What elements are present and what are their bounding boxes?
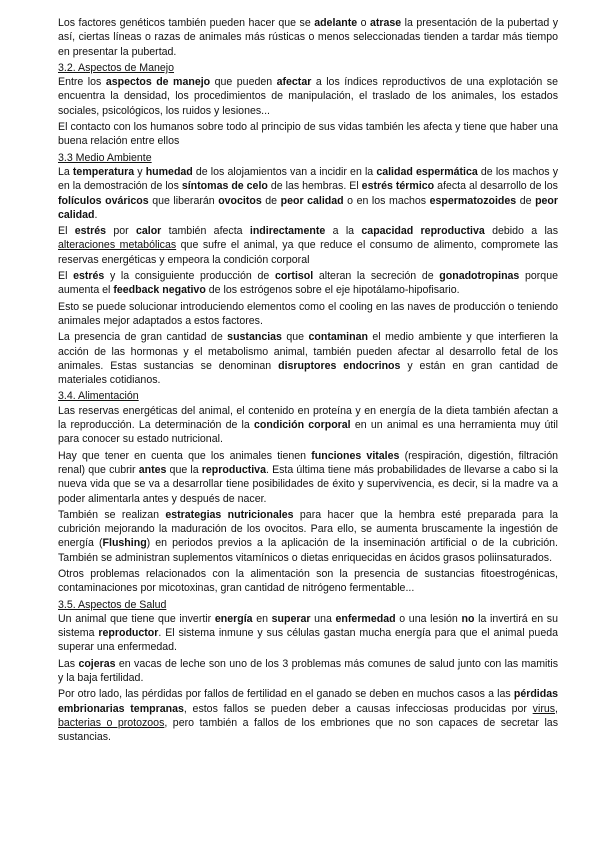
text-run: y están en gran cantidad de materiales cotidianos. [58, 359, 558, 387]
bold-term: enfermedad [335, 612, 396, 625]
text-run: de los estrógenos sobre el eje hipotálamo-hipofisario. [205, 284, 460, 297]
text-run: La [58, 165, 73, 178]
text-run: la presentación de la pubertad y así, ciertas líneas o razas de animales más rústicas o menos seleccionadas tienden a tardar más tiempo en presentar la pubertad. [58, 17, 559, 58]
text-run: Hay que tener en cuenta que los animales tienen [58, 449, 312, 462]
text-run: de [516, 194, 536, 207]
text-run: o en los machos [343, 194, 430, 207]
text-run: de [261, 194, 281, 207]
ambiente-paragraph-4: Esto se puede solucionar introduciendo elementos como el cooling en las naves de producción o teniendo animales mejor adaptados a estos factores. [58, 300, 558, 327]
text-run: o [357, 17, 370, 29]
text-run: Entre los [58, 76, 106, 89]
manejo-paragraph-2: El contacto con los humanos sobre todo al principio de sus vidas también les afecta y tiene que haber una buena relación entre ellos [58, 121, 558, 148]
text-run: Por otro lado, las pérdidas por fallos de fertilidad en el ganado se deben en muchos casos a las [58, 688, 514, 701]
text-run: que la [166, 463, 202, 476]
text-run: en [252, 612, 272, 625]
text-run: en un animal es una herramienta muy útil para conocer su estado nutricional. [58, 419, 558, 446]
text-run: Las reservas energéticas del animal, el contenido en proteína y en energía de la dieta también afectan a la reproducción. La determinación de la [58, 404, 558, 432]
text-run: alteran la secreción de [313, 270, 440, 283]
bold-term: cojeras [78, 657, 116, 670]
ambiente-paragraph-5 [58, 330, 558, 387]
underlined-term: virus, bacterias o protozoos [58, 702, 558, 729]
bold-term: peor calidad [58, 194, 559, 221]
section-heading-salud: 3.5. Aspectos de Salud [58, 598, 167, 611]
bold-term: no [461, 612, 475, 625]
text-run: . El sistema inmune y sus células gastan mucha energía para que el animal pueda superar una enfermedad. [58, 627, 558, 654]
text-run: de los alojamientos van a incidir en la [192, 165, 377, 178]
bold-term: calor [135, 225, 162, 238]
text-run: debido a las [484, 225, 558, 238]
text-run: en vacas de leche son uno de los 3 problemas más comunes de salud junto con las mamitis y la baja fertilidad. [58, 657, 559, 685]
text-run: una [310, 612, 336, 625]
text-run: También se realizan [58, 508, 166, 521]
alimentacion-paragraph-1 [58, 404, 558, 447]
text-run: también afecta [161, 225, 250, 238]
ambiente-paragraph-1 [58, 165, 558, 222]
underlined-term: alteraciones metabólicas [58, 239, 177, 252]
text-run: Un animal que tiene que invertir [58, 612, 215, 625]
text-run: que [281, 331, 309, 344]
bold-term: temperatura [72, 165, 135, 178]
bold-term: cortisol [274, 270, 314, 283]
bold-term: Flushing [102, 537, 147, 550]
ambiente-paragraph-3 [58, 269, 558, 298]
bold-term: estrategias nutricionales [165, 508, 294, 521]
text-run: la invertirá en su sistema [58, 612, 559, 640]
bold-term: atrase [369, 17, 402, 29]
section-heading-manejo: 3.2. Aspectos de Manejo [58, 61, 175, 74]
ambiente-paragraph-2 [58, 224, 558, 267]
bold-term: peor calidad [280, 194, 344, 207]
section-heading-ambiente: 3.3 Medio Ambiente [58, 151, 152, 164]
text-run: y la consiguiente producción de [104, 270, 275, 283]
text-run: . [94, 208, 98, 221]
text-run: que sufre el animal, ya que reduce el consumo de alimento, compromete las reservas energéticas y empeora la condición corporal [58, 239, 558, 266]
bold-term: reproductiva [201, 463, 266, 476]
bold-term: ovocitos [218, 194, 262, 207]
text-run: porque aumenta el [58, 270, 558, 297]
salud-paragraph-2 [58, 657, 558, 686]
text-run: (respiración, digestión, filtración renal) que cubrir [58, 449, 559, 476]
bold-term: funciones vitales [311, 449, 400, 462]
bold-term: afectar [276, 76, 312, 89]
bold-term: gonadotropinas [439, 270, 520, 283]
bold-term: pérdidas embrionarias tempranas [58, 688, 558, 715]
section-heading-alimentacion: 3.4. Alimentación [58, 390, 139, 403]
text-run: y [134, 165, 146, 178]
text-run: ) en periodos previos a la aplicación de la inseminación artificial o de la cubrición. También se administran suplementos vitamínicos o dietas enriquecidas en ácidos grasos poliinsaturados. [58, 537, 558, 564]
bold-term: aspectos de manejo [105, 76, 211, 89]
salud-paragraph-1 [58, 612, 558, 655]
bold-term: espermatozoides [429, 194, 517, 207]
bold-term: feedback negativo [113, 284, 206, 297]
text-run: , estos fallos se pueden deber a causas infecciosas producidas por [183, 702, 533, 715]
manejo-paragraph-1 [58, 75, 558, 118]
alimentacion-paragraph-3 [58, 508, 558, 565]
text-run: El [58, 225, 75, 238]
text-run: que pueden [210, 76, 277, 89]
alimentacion-paragraph-2 [58, 449, 558, 506]
bold-term: síntomas de celo [181, 180, 268, 193]
bold-term: adelante [314, 17, 358, 29]
salud-paragraph-3 [58, 687, 558, 744]
text-run: de las hembras. El [267, 180, 362, 193]
bold-term: indirectamente [249, 225, 326, 238]
bold-term: antes [138, 463, 167, 476]
bold-term: condición corporal [254, 419, 351, 432]
text-run: que liberarán [148, 194, 219, 207]
bold-term: humedad [145, 165, 193, 178]
text-run: Las [58, 657, 79, 670]
bold-term: calidad espermática [376, 165, 478, 178]
text-run: o una lesión [395, 612, 462, 625]
text-run: a la [325, 225, 362, 238]
text-run: El [58, 270, 74, 283]
text-run: La presencia de gran cantidad de [58, 331, 228, 344]
intro-paragraph [58, 16, 558, 59]
bold-term: sustancias [227, 331, 282, 344]
bold-term: energía [214, 612, 253, 625]
text-run: a los índices reproductivos de una explotación se encuentra la densidad, los procedimientos de manipulación, el traslado de los animales, los estados sociales, psicológicos, los ruidos y lesiones... [58, 76, 558, 117]
bold-term: estrés [73, 270, 105, 283]
text-run: de los machos y en la demostración de los [58, 165, 558, 193]
text-run: para hacer que la hembra esté preparada para la cubrición mejorando la maduración de los ovocitos. Para ello, se aumenta bruscamente la ingestión de energía ( [58, 508, 558, 550]
bold-term: reproductor [98, 627, 159, 640]
text-run: , pero también a fallos de los embriones que no son capaces de secretar las sustancias. [58, 716, 558, 744]
text-run: Los factores genéticos también pueden hacer que se [58, 17, 315, 29]
bold-term: contaminan [308, 331, 368, 344]
bold-term: capacidad reproductiva [361, 225, 485, 238]
bold-term: folículos ováricos [58, 194, 149, 207]
bold-term: disruptores endocrinos [278, 359, 401, 372]
text-run: el medio ambiente y que interfieren la acción de las hormonas y el metabolismo animal, también pueden afectar al desarrollo fetal de los animales. Estas sustancias se denominan [58, 331, 559, 372]
text-run: . Esta última tiene más probabilidades de llevarse a cabo si la nueva vida que se va a desarrollar tiene posibilidades de éxito y supervivencia, es decir, si la madre va a poder alimentarla antes y después de nacer. [58, 463, 558, 505]
bold-term: superar [271, 612, 311, 625]
bold-term: estrés [74, 225, 106, 238]
alimentacion-paragraph-4: Otros problemas relacionados con la alimentación son la presencia de sustancias fitoestrogénicas, contaminaciones por micotoxinas, gran cantidad de nitrógeno fermentable... [58, 567, 558, 595]
text-run: afecta al desarrollo de los [434, 180, 558, 193]
text-run: por [105, 225, 136, 238]
bold-term: estrés térmico [361, 180, 435, 193]
